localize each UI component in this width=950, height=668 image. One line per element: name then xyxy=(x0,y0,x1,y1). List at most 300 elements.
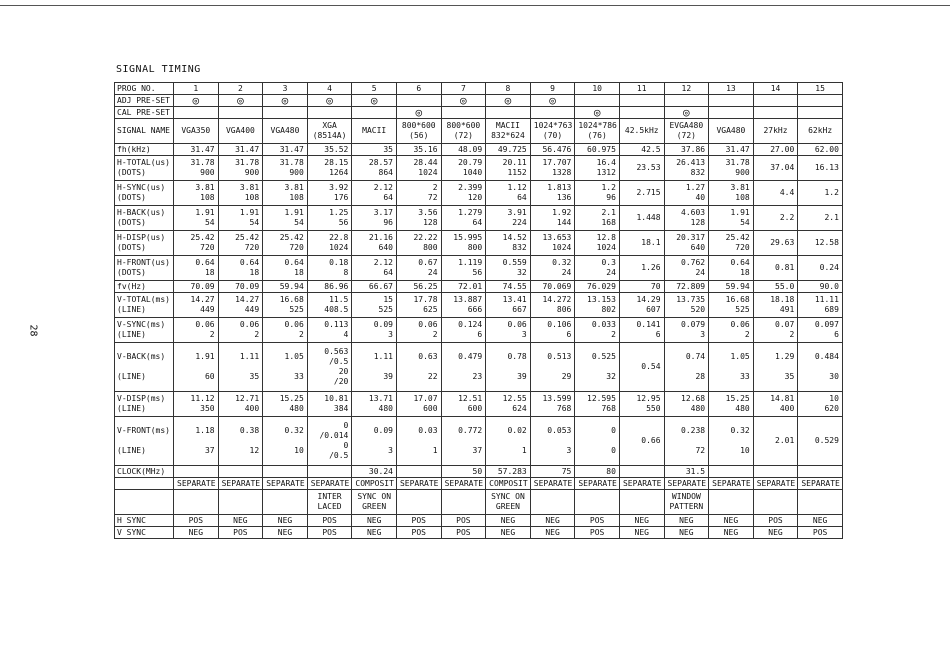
table-cell: 74.55 xyxy=(486,281,531,293)
table-cell xyxy=(798,490,843,515)
table-row xyxy=(115,392,843,417)
table-cell: 66.67 xyxy=(352,281,397,293)
table-cell: 2.399 120 xyxy=(441,181,486,206)
row-label: V-DISP(ms) (LINE) xyxy=(115,392,174,417)
table-cell: 28.57 864 xyxy=(352,156,397,181)
table-cell: VGA350 xyxy=(174,119,219,144)
table-cell: 13.153 802 xyxy=(575,293,620,318)
table-cell: 1.448 xyxy=(619,206,664,231)
row-label: CAL PRE-SET xyxy=(115,107,174,119)
table-cell: 26.413 832 xyxy=(664,156,709,181)
row-label: V-TOTAL(ms) (LINE) xyxy=(115,293,174,318)
header-prog-5: 5 xyxy=(352,83,397,95)
table-row xyxy=(115,293,843,318)
table-cell: 0.238 72 xyxy=(664,417,709,466)
table-row xyxy=(115,515,843,527)
table-row xyxy=(115,107,843,119)
table-cell: POS xyxy=(174,515,219,527)
table-cell: 56.25 xyxy=(396,281,441,293)
table-row xyxy=(115,119,843,144)
table-cell xyxy=(174,466,219,478)
table-cell xyxy=(753,95,798,107)
table-cell: 0.09 3 xyxy=(352,318,397,343)
table-cell: 55.0 xyxy=(753,281,798,293)
table-cell: POS xyxy=(396,527,441,539)
table-cell: 14.27 449 xyxy=(174,293,219,318)
table-cell: 0.06 2 xyxy=(709,318,754,343)
table-cell xyxy=(798,95,843,107)
signal-timing-table xyxy=(114,82,843,539)
header-prog-1: 1 xyxy=(174,83,219,95)
table-cell: 0.06 2 xyxy=(263,318,308,343)
table-cell: 1.92 144 xyxy=(530,206,575,231)
table-row xyxy=(115,466,843,478)
table-cell: SEPARATE xyxy=(441,478,486,490)
table-cell xyxy=(263,490,308,515)
table-cell: SEPARATE xyxy=(218,478,263,490)
table-cell: 35 xyxy=(352,144,397,156)
table-cell: 2.2 xyxy=(753,206,798,231)
header-prog-2: 2 xyxy=(218,83,263,95)
table-cell: 1.91 54 xyxy=(218,206,263,231)
table-cell: 0 /0.014 0 /0.5 xyxy=(307,417,352,466)
table-cell: 0.03 1 xyxy=(396,417,441,466)
table-cell: 0.78 39 xyxy=(486,343,531,392)
table-row xyxy=(115,490,843,515)
table-cell: INTER LACED xyxy=(307,490,352,515)
table-cell: 0.762 24 xyxy=(664,256,709,281)
table-cell: SEPARATE xyxy=(709,478,754,490)
table-cell xyxy=(441,107,486,119)
table-cell: 16.68 525 xyxy=(263,293,308,318)
table-cell: 42.5kHz xyxy=(619,119,664,144)
table-cell: SEPARATE xyxy=(664,478,709,490)
table-cell xyxy=(709,107,754,119)
table-cell: NEG xyxy=(664,515,709,527)
table-cell: 17.78 625 xyxy=(396,293,441,318)
table-cell: POS xyxy=(307,515,352,527)
table-cell: POS xyxy=(575,515,620,527)
table-cell: NEG xyxy=(218,515,263,527)
header-prog-15: 15 xyxy=(798,83,843,95)
table-cell: 70 xyxy=(619,281,664,293)
table-cell: 20.79 1040 xyxy=(441,156,486,181)
header-prog-8: 8 xyxy=(486,83,531,95)
table-cell: 1.12 64 xyxy=(486,181,531,206)
table-cell: 31.78 900 xyxy=(174,156,219,181)
table-cell: ◎ xyxy=(218,95,263,107)
row-label: V-SYNC(ms) (LINE) xyxy=(115,318,174,343)
table-cell: 13.41 667 xyxy=(486,293,531,318)
table-cell: 31.47 xyxy=(218,144,263,156)
table-cell: 13.887 666 xyxy=(441,293,486,318)
table-cell: 800*600 (72) xyxy=(441,119,486,144)
table-cell: 14.81 400 xyxy=(753,392,798,417)
table-cell: 0.02 1 xyxy=(486,417,531,466)
row-label: V SYNC xyxy=(115,527,174,539)
row-label xyxy=(115,490,174,515)
table-cell: 28.44 1024 xyxy=(396,156,441,181)
table-cell: 1024*786 (76) xyxy=(575,119,620,144)
table-cell: 70.09 xyxy=(174,281,219,293)
table-cell: 70.09 xyxy=(218,281,263,293)
table-cell: 20.11 1152 xyxy=(486,156,531,181)
table-cell: 57.283 xyxy=(486,466,531,478)
table-row xyxy=(115,478,843,490)
table-cell: 1.11 35 xyxy=(218,343,263,392)
table-cell: NEG xyxy=(352,527,397,539)
table-cell: NEG xyxy=(753,527,798,539)
row-label: SIGNAL NAME xyxy=(115,119,174,144)
table-cell: 3.17 96 xyxy=(352,206,397,231)
row-label: H-FRONT(us) (DOTS) xyxy=(115,256,174,281)
table-cell: POS xyxy=(575,527,620,539)
table-cell: XGA (8514A) xyxy=(307,119,352,144)
table-cell: SEPARATE xyxy=(619,478,664,490)
table-cell: NEG xyxy=(263,527,308,539)
table-cell: NEG xyxy=(664,527,709,539)
table-cell: 0.479 23 xyxy=(441,343,486,392)
header-prog-11: 11 xyxy=(619,83,664,95)
table-cell: 12.55 624 xyxy=(486,392,531,417)
table-cell: 1.91 54 xyxy=(263,206,308,231)
table-cell: 59.94 xyxy=(263,281,308,293)
table-cell: 2.1 xyxy=(798,206,843,231)
table-cell: 62.00 xyxy=(798,144,843,156)
table-cell: 25.42 720 xyxy=(263,231,308,256)
table-cell: 31.78 900 xyxy=(263,156,308,181)
table-cell: NEG xyxy=(530,527,575,539)
table-cell: 0.64 18 xyxy=(174,256,219,281)
table-cell: SEPARATE xyxy=(530,478,575,490)
table-cell: 27kHz xyxy=(753,119,798,144)
table-cell xyxy=(486,107,531,119)
table-cell: SYNC ON GREEN xyxy=(486,490,531,515)
table-cell: 0.113 4 xyxy=(307,318,352,343)
table-cell xyxy=(218,490,263,515)
table-cell: 12.595 768 xyxy=(575,392,620,417)
table-cell xyxy=(263,107,308,119)
table-cell: 22.8 1024 xyxy=(307,231,352,256)
table-cell xyxy=(396,466,441,478)
table-cell: 1.2 xyxy=(798,181,843,206)
table-row xyxy=(115,95,843,107)
table-cell: 14.29 607 xyxy=(619,293,664,318)
table-cell: 15.995 800 xyxy=(441,231,486,256)
table-cell: 0.66 xyxy=(619,417,664,466)
table-cell: 25.42 720 xyxy=(174,231,219,256)
table-cell: 1.91 60 xyxy=(174,343,219,392)
table-cell: 35.52 xyxy=(307,144,352,156)
page-number: 28 xyxy=(27,324,39,337)
table-cell: 1.813 136 xyxy=(530,181,575,206)
table-cell: 1.279 64 xyxy=(441,206,486,231)
table-cell: 31.47 xyxy=(709,144,754,156)
table-cell: 18.18 491 xyxy=(753,293,798,318)
table-cell: ◎ xyxy=(307,95,352,107)
table-cell: 90.0 xyxy=(798,281,843,293)
row-label xyxy=(115,478,174,490)
table-cell: 10 620 xyxy=(798,392,843,417)
table-cell: 0.513 29 xyxy=(530,343,575,392)
table-cell: 49.725 xyxy=(486,144,531,156)
table-cell: 0.81 xyxy=(753,256,798,281)
table-cell: 28.15 1264 xyxy=(307,156,352,181)
table-cell: 27.00 xyxy=(753,144,798,156)
table-cell: 25.42 720 xyxy=(709,231,754,256)
table-cell: 22.22 800 xyxy=(396,231,441,256)
table-row xyxy=(115,181,843,206)
table-cell: 62kHz xyxy=(798,119,843,144)
table-cell: 0.3 24 xyxy=(575,256,620,281)
table-cell: 30.24 xyxy=(352,466,397,478)
table-cell: 2 72 xyxy=(396,181,441,206)
table-cell: NEG xyxy=(709,515,754,527)
table-cell: SEPARATE xyxy=(798,478,843,490)
table-cell: 1.119 56 xyxy=(441,256,486,281)
table-cell: MACII xyxy=(352,119,397,144)
table-cell: POS xyxy=(307,527,352,539)
table-cell: ◎ xyxy=(174,95,219,107)
header-prog-3: 3 xyxy=(263,83,308,95)
table-cell: ◎ xyxy=(441,95,486,107)
table-cell: 3.92 176 xyxy=(307,181,352,206)
table-cell: 12.8 1024 xyxy=(575,231,620,256)
table-cell: 2.12 64 xyxy=(352,256,397,281)
table-cell: NEG xyxy=(486,527,531,539)
table-cell xyxy=(798,466,843,478)
table-cell: 0 0 xyxy=(575,417,620,466)
table-cell: 0.525 32 xyxy=(575,343,620,392)
table-cell: 76.029 xyxy=(575,281,620,293)
signal-timing-body xyxy=(115,83,843,539)
table-cell: 0.24 xyxy=(798,256,843,281)
table-cell: 13.735 520 xyxy=(664,293,709,318)
table-cell: ◎ xyxy=(530,95,575,107)
table-cell: 3.81 108 xyxy=(218,181,263,206)
table-cell: 72.01 xyxy=(441,281,486,293)
table-cell: 29.63 xyxy=(753,231,798,256)
table-cell: 3.91 224 xyxy=(486,206,531,231)
table-cell xyxy=(441,490,486,515)
table-cell: 16.4 1312 xyxy=(575,156,620,181)
table-cell: 14.272 806 xyxy=(530,293,575,318)
table-cell: 0.64 18 xyxy=(218,256,263,281)
table-cell: 31.5 xyxy=(664,466,709,478)
table-cell: SEPARATE xyxy=(575,478,620,490)
table-cell xyxy=(352,107,397,119)
table-cell xyxy=(753,490,798,515)
table-cell: 3.81 108 xyxy=(263,181,308,206)
header-label: PROG NO. xyxy=(115,83,174,95)
header-prog-12: 12 xyxy=(664,83,709,95)
table-cell: 0.67 24 xyxy=(396,256,441,281)
row-label: H-BACK(us) (DOTS) xyxy=(115,206,174,231)
table-cell xyxy=(709,95,754,107)
table-cell: SEPARATE xyxy=(753,478,798,490)
row-label: fh(kHz) xyxy=(115,144,174,156)
table-cell: SEPARATE xyxy=(396,478,441,490)
table-cell: POS xyxy=(441,515,486,527)
table-cell: 15 525 xyxy=(352,293,397,318)
table-cell: 0.54 xyxy=(619,343,664,392)
table-cell: 0.32 24 xyxy=(530,256,575,281)
table-cell: 2.1 168 xyxy=(575,206,620,231)
table-cell: 16.13 xyxy=(798,156,843,181)
table-cell: 0.141 6 xyxy=(619,318,664,343)
table-cell: 12.71 400 xyxy=(218,392,263,417)
table-cell xyxy=(753,107,798,119)
table-cell: 15.25 480 xyxy=(709,392,754,417)
table-cell: 0.63 22 xyxy=(396,343,441,392)
table-cell: 0.38 12 xyxy=(218,417,263,466)
header-prog-4: 4 xyxy=(307,83,352,95)
header-prog-13: 13 xyxy=(709,83,754,95)
table-cell: 25.42 720 xyxy=(218,231,263,256)
table-cell: 12.58 xyxy=(798,231,843,256)
table-cell: POS xyxy=(396,515,441,527)
table-cell: 0.033 2 xyxy=(575,318,620,343)
table-cell: 0.563 /0.5 20 /20 xyxy=(307,343,352,392)
table-cell: 2.01 xyxy=(753,417,798,466)
table-cell xyxy=(619,466,664,478)
table-cell xyxy=(530,490,575,515)
header-prog-10: 10 xyxy=(575,83,620,95)
table-cell: ◎ xyxy=(664,107,709,119)
table-cell: 4.4 xyxy=(753,181,798,206)
table-cell: 17.07 600 xyxy=(396,392,441,417)
table-cell: 12.95 550 xyxy=(619,392,664,417)
table-cell xyxy=(307,466,352,478)
table-cell: 0.772 37 xyxy=(441,417,486,466)
table-cell: 14.52 832 xyxy=(486,231,531,256)
table-cell: WINDOW PATTERN xyxy=(664,490,709,515)
table-cell: NEG xyxy=(709,527,754,539)
table-cell: 17.707 1328 xyxy=(530,156,575,181)
table-cell: 0.64 18 xyxy=(263,256,308,281)
table-cell: 16.68 525 xyxy=(709,293,754,318)
top-rule xyxy=(0,5,950,6)
table-cell: 12.51 600 xyxy=(441,392,486,417)
table-cell: SEPARATE xyxy=(263,478,308,490)
table-cell: 0.32 10 xyxy=(709,417,754,466)
table-cell: 0.106 6 xyxy=(530,318,575,343)
table-cell: 35.16 xyxy=(396,144,441,156)
table-cell: NEG xyxy=(619,515,664,527)
table-cell: 31.47 xyxy=(263,144,308,156)
row-label: H-TOTAL(us) (DOTS) xyxy=(115,156,174,181)
table-cell: 20.317 640 xyxy=(664,231,709,256)
table-cell: MACII 832*624 xyxy=(486,119,531,144)
header-prog-6: 6 xyxy=(396,83,441,95)
table-cell: 56.476 xyxy=(530,144,575,156)
table-cell: SEPARATE xyxy=(174,478,219,490)
table-cell: 50 xyxy=(441,466,486,478)
table-cell: 31.47 xyxy=(174,144,219,156)
table-cell: NEG xyxy=(798,515,843,527)
table-cell: ◎ xyxy=(486,95,531,107)
table-cell: COMPOSIT xyxy=(486,478,531,490)
table-cell: 800*600 (56) xyxy=(396,119,441,144)
table-cell: 13.653 1024 xyxy=(530,231,575,256)
table-row xyxy=(115,318,843,343)
table-cell: 0.18 8 xyxy=(307,256,352,281)
table-cell: 31.78 900 xyxy=(709,156,754,181)
table-cell: 0.559 32 xyxy=(486,256,531,281)
table-cell xyxy=(709,466,754,478)
row-label: V-BACK(ms) (LINE) xyxy=(115,343,174,392)
table-cell xyxy=(174,107,219,119)
table-cell: 0.06 2 xyxy=(218,318,263,343)
table-cell: 0.079 3 xyxy=(664,318,709,343)
table-cell: 48.09 xyxy=(441,144,486,156)
table-cell: EVGA480 (72) xyxy=(664,119,709,144)
table-cell: 3.81 108 xyxy=(174,181,219,206)
table-row xyxy=(115,281,843,293)
table-cell: 1.18 37 xyxy=(174,417,219,466)
table-cell xyxy=(753,466,798,478)
table-row xyxy=(115,343,843,392)
table-cell: 0.74 28 xyxy=(664,343,709,392)
table-row xyxy=(115,527,843,539)
table-cell xyxy=(798,107,843,119)
table-header-row xyxy=(115,83,843,95)
table-cell: 11.5 408.5 xyxy=(307,293,352,318)
table-cell: 0.06 2 xyxy=(396,318,441,343)
table-cell: 0.07 2 xyxy=(753,318,798,343)
table-cell: 31.78 900 xyxy=(218,156,263,181)
table-cell: 75 xyxy=(530,466,575,478)
header-prog-9: 9 xyxy=(530,83,575,95)
row-label: H-DISP(us) (DOTS) xyxy=(115,231,174,256)
table-cell xyxy=(218,107,263,119)
table-cell: 2.12 64 xyxy=(352,181,397,206)
table-cell xyxy=(174,490,219,515)
table-cell: 1.26 xyxy=(619,256,664,281)
header-prog-7: 7 xyxy=(441,83,486,95)
table-cell: ◎ xyxy=(352,95,397,107)
table-cell: 21.16 640 xyxy=(352,231,397,256)
table-cell xyxy=(396,490,441,515)
table-cell: POS xyxy=(753,515,798,527)
table-cell: 1.05 33 xyxy=(709,343,754,392)
table-cell: 0.32 10 xyxy=(263,417,308,466)
table-row xyxy=(115,256,843,281)
row-label: CLOCK(MHz) xyxy=(115,466,174,478)
table-cell: 0.529 xyxy=(798,417,843,466)
table-cell: 60.975 xyxy=(575,144,620,156)
table-cell xyxy=(263,466,308,478)
table-cell: 1.25 56 xyxy=(307,206,352,231)
table-cell: 3.81 108 xyxy=(709,181,754,206)
header-prog-14: 14 xyxy=(753,83,798,95)
table-cell: SEPARATE xyxy=(307,478,352,490)
table-cell xyxy=(530,107,575,119)
table-cell: 1.05 33 xyxy=(263,343,308,392)
table-cell: 1.11 39 xyxy=(352,343,397,392)
table-cell: 42.5 xyxy=(619,144,664,156)
table-cell: 0.484 30 xyxy=(798,343,843,392)
table-cell: COMPOSIT xyxy=(352,478,397,490)
table-cell: 1.29 35 xyxy=(753,343,798,392)
table-cell: SYNC ON GREEN xyxy=(352,490,397,515)
table-cell: 1.91 54 xyxy=(709,206,754,231)
table-cell xyxy=(307,107,352,119)
table-cell: 13.71 480 xyxy=(352,392,397,417)
row-label: H-SYNC(us) (DOTS) xyxy=(115,181,174,206)
table-cell: 12.68 480 xyxy=(664,392,709,417)
table-row xyxy=(115,156,843,181)
